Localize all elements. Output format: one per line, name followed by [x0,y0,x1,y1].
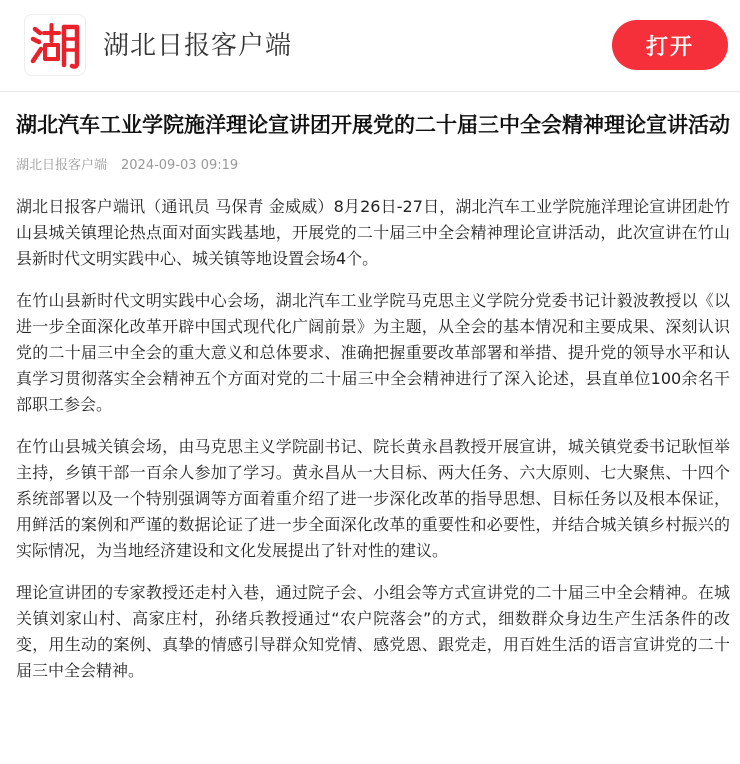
app-download-banner [0,0,740,92]
article-meta [16,156,730,176]
article-paragraph: 在竹山县城关镇会场，由马克思主义学院副书记、院长黄永昌教授开展宣讲，城关镇党委书记耿恒举主持，乡镇干部一百余人参加了学习。黄永昌从一大目标、两大任务、六大原则、七大聚焦、十四个系统部署以及一个特别强调等方面着重介绍了进一步深化改革的指导思想、目标任务以及根本保证，用鲜活的案例和严谨的数据论证了进一步全面深化改革的重要性和必要性，并结合城关镇乡村振兴的实际情况，为当地经济建设和文化发展提出了针对性的建议。 [16,437,730,560]
article-body [16,194,730,684]
article-paragraph: 湖北日报客户端讯（通讯员 马保青 金威威）8月26日-27日，湖北汽车工业学院施洋理论宣讲团赴竹山县城关镇理论热点面对面实践基地，开展党的二十届三中全会精神理论宣讲活动，此次宣讲在竹山县新时代文明实践中心、城关镇等地设置会场4个。 [16,197,730,268]
article-paragraph: 理论宣讲团的专家教授还走村入巷，通过院子会、小组会等方式宣讲党的二十届三中全会精神。在城关镇刘家山村、高家庄村，孙绪兵教授通过“农户院落会”的方式，细数群众身边生产生活条件的改变，用生动的案例、真挚的情感引导群众知党情、感党恩、跟党走，用百姓生活的语言宣讲党的二十届三中全会精神。 [16,583,730,680]
open-app-button[interactable]: 打开 [612,20,728,70]
app-name: 湖北日报客户端 [103,31,293,61]
article-title: 湖北汽车工业学院施洋理论宣讲团开展党的二十届三中全会精神理论宣讲活动 [16,113,730,137]
app-logo [24,14,86,76]
article-datetime: 2024-09-03 09:19 [121,158,239,173]
hubei-daily-logo-icon [27,17,83,73]
article-source: 湖北日报客户端 [16,158,108,173]
article-paragraph: 在竹山县新时代文明实践中心会场，湖北汽车工业学院马克思主义学院分党委书记计毅波教授以《以进一步全面深化改革开辟中国式现代化广阔前景》为主题，从全会的基本情况和主要成果、深刻认识党的二十届三中全会的重大意义和总体要求、准确把握重要改革部署和举措、提升党的领导水平和认真学习贯彻落实全会精神五个方面对党的二十届三中全会精神进行了深入论述，县直单位100余名干部职工参会。 [16,291,730,414]
article [16,108,730,700]
